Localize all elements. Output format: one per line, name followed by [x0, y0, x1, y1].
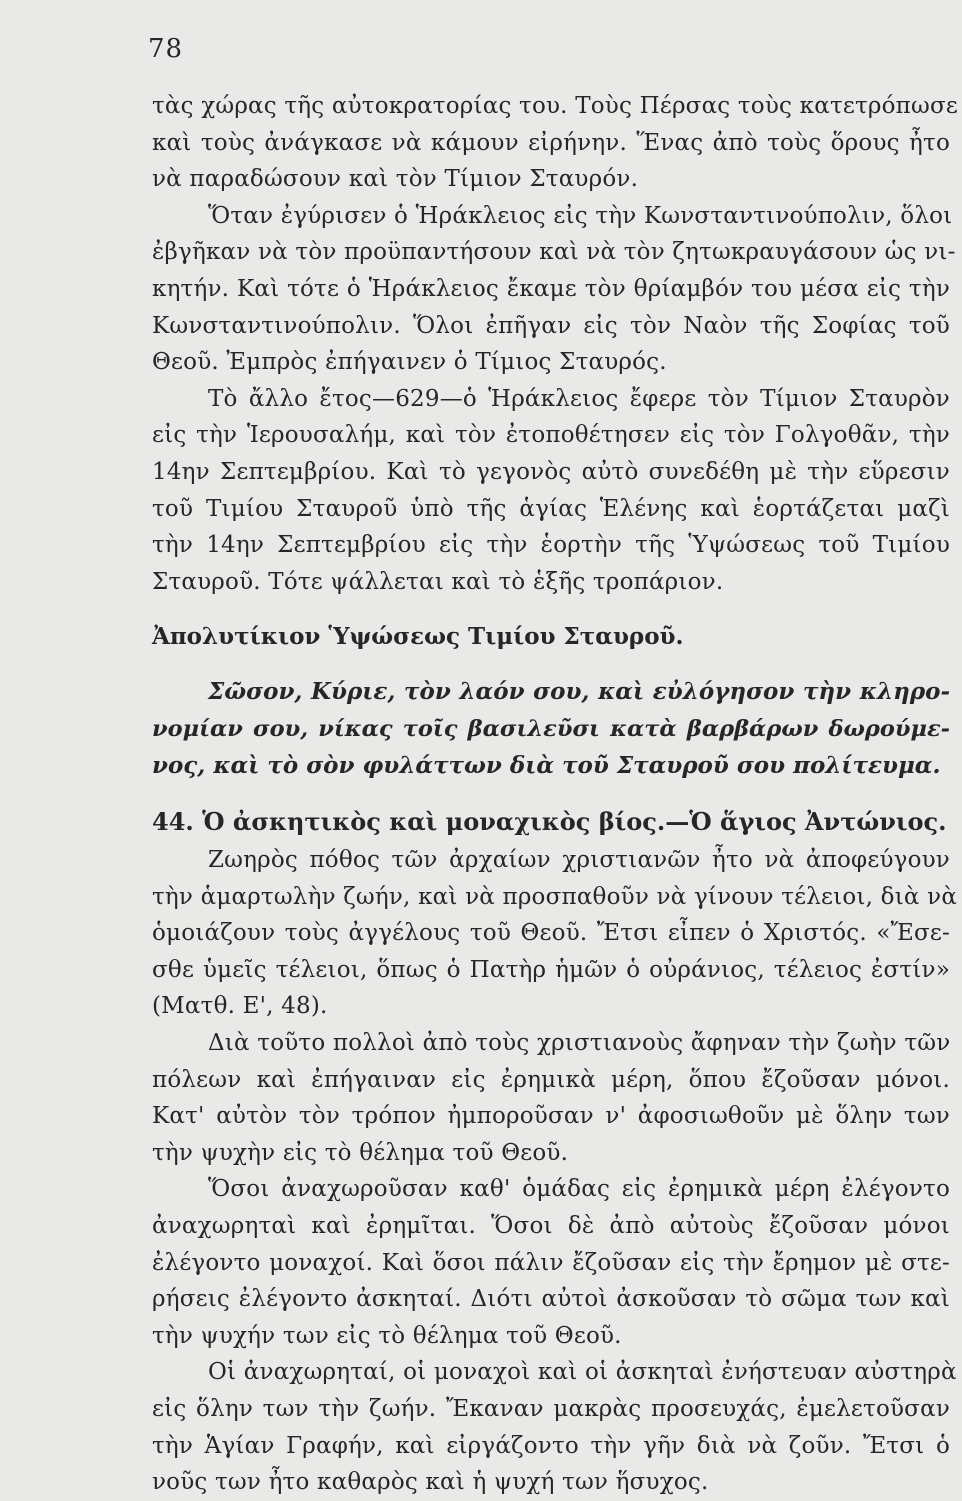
text-line: τὴν Ἁγίαν Γραφήν, καὶ εἰργάζοντο τὴν γῆν διὰ νὰ ζοῦν. Ἔτσι ὁ: [152, 1432, 950, 1459]
text-line: Ὅταν ἐγύρισεν ὁ Ἡράκλειος εἰς τὴν Κωνσταντινούπολιν, ὅλοι: [208, 202, 953, 229]
spacer: [152, 784, 950, 802]
text-line: τοῦ Τιμίου Σταυροῦ ὑπὸ τῆς ἁγίας Ἑλένης καὶ ἑορτάζεται μαζὶ: [152, 495, 950, 522]
hymn-line: νος, καὶ τὸ σὸν φυλάττων διὰ τοῦ Σταυροῦ σου πολίτευμα.: [152, 751, 941, 779]
page-number: 78: [148, 34, 184, 64]
section-title: 44. Ὁ ἀσκητικὸς καὶ μοναχικὸς βίος.—Ὁ ἅγιος Ἀντώνιος.: [152, 807, 947, 837]
text-line: εἰς τὴν Ἱερουσαλήμ, καὶ τὸν ἐτοποθέτησεν εἰς τὸν Γολγοθᾶν, τὴν: [152, 422, 950, 449]
text-line: νοῦς των ἦτο καθαρὸς καὶ ἡ ψυχή των ἥσυχος.: [152, 1469, 709, 1496]
text-line: εἰς ὅλην των τὴν ζωήν. Ἔκαναν μακρὰς προσευχάς, ἐμελετοῦσαν: [152, 1396, 950, 1422]
text-line: τὴν 14ην Σεπτεμβρίου εἰς τὴν ἑορτὴν τῆς Ὑψώσεως τοῦ Τιμίου: [152, 532, 950, 559]
text-line: Σταυροῦ. Τότε ψάλλεται καὶ τὸ ἑξῆς τροπάριον.: [152, 568, 724, 595]
text-line: ρήσεις ἐλέγοντο ἀσκηταί. Διότι αὐτοὶ ἀσκοῦσαν τὸ σῶμα των καὶ: [152, 1286, 950, 1313]
text-line: τὴν ἁμαρτωλὴν ζωήν, καὶ νὰ προσπαθοῦν νὰ γίνουν τέλειοι, διὰ νὰ: [152, 883, 958, 910]
text-line: ἐλέγοντο μοναχοί. Καὶ ὅσοι πάλιν ἔζοῦσαν εἰς τὴν ἔρημον μὲ στε-: [152, 1249, 950, 1276]
text-line: Ὅσοι ἀναχωροῦσαν καθ' ὁμάδας εἰς ἐρημικὰ μέρη ἐλέγοντο: [208, 1176, 950, 1203]
text-line: ὁμοιάζουν τοὺς ἀγγέλους τοῦ Θεοῦ. Ἔτσι εἶπεν ὁ Χριστός. «Ἔσε-: [152, 920, 950, 947]
text-line: σθε ὑμεῖς τέλειοι, ὅπως ὁ Πατὴρ ἡμῶν ὁ οὐράνιος, τέλειος ἐστίν»: [152, 956, 950, 983]
text-line: Οἱ ἀναχωρηταί, οἱ μοναχοὶ καὶ οἱ ἀσκηταὶ ἐνήστευαν αὐστηρὰ: [208, 1359, 957, 1386]
text-line: Κατ' αὐτὸν τὸν τρόπον ἠμποροῦσαν ν' ἀφοσιωθοῦν μὲ ὅλην των: [152, 1103, 950, 1130]
text-line: νὰ παραδώσουν καὶ τὸν Τίμιον Σταυρόν.: [152, 166, 639, 193]
text-line: Κωνσταντινούπολιν. Ὅλοι ἐπῆγαν εἰς τὸν Ναὸν τῆς Σοφίας τοῦ: [152, 312, 950, 339]
text-line: 14ην Σεπτεμβρίου. Καὶ τὸ γεγονὸς αὐτὸ συνεδέθη μὲ τὴν εὕρεσιν: [152, 458, 950, 485]
spacer: [152, 656, 950, 674]
text-line: κητήν. Καὶ τότε ὁ Ἡράκλειος ἔκαμε τὸν θρίαμβόν του μέσα εἰς τὴν: [152, 275, 950, 302]
text-line: τὰς χώρας τῆς αὐτοκρατορίας του. Τοὺς Πέρσας τοὺς κατετρόπωσε: [152, 93, 958, 119]
hymn-title: Ἀπολυτίκιον Ὑψώσεως Τιμίου Σταυροῦ.: [152, 623, 684, 651]
text-line: τὴν ψυχὴν εἰς τὸ θέλημα τοῦ Θεοῦ.: [152, 1139, 569, 1166]
text-line: Διὰ τοῦτο πολλοὶ ἀπὸ τοὺς χριστιανοὺς ἄφηναν τὴν ζωὴν τῶν: [208, 1030, 951, 1057]
text-line: (Ματθ. Ε', 48).: [152, 993, 328, 1020]
text-line: πόλεων καὶ ἐπήγαιναν εἰς ἐρημικὰ μέρη, ὅπου ἔζοῦσαν μόνοι.: [152, 1066, 950, 1093]
text-line: καὶ τοὺς ἀνάγκασε νὰ κάμουν εἰρήνην. Ἕνας ἀπὸ τοὺς ὅρους ἦτο: [152, 129, 950, 156]
text-line: ἐβγῆκαν νὰ τὸν προϋπαντήσουν καὶ νὰ τὸν ζητωκραυγάσουν ὡς νι-: [152, 239, 956, 266]
hymn-line: νομίαν σου, νίκας τοῖς βασιλεῦσι κατὰ βαρβάρων δωρούμε-: [152, 715, 950, 742]
text-line: Ζωηρὸς πόθος τῶν ἀρχαίων χριστιανῶν ἦτο νὰ ἀποφεύγουν: [208, 847, 950, 874]
text-line: ἀναχωρηταὶ καὶ ἐρημῖται. Ὅσοι δὲ ἀπὸ αὐτοὺς ἔζοῦσαν μόνοι: [152, 1213, 950, 1240]
text-line: Τὸ ἄλλο ἔτος—629—ὁ Ἡράκλειος ἔφερε τὸν Τίμιον Σταυρὸν: [208, 385, 950, 412]
text-line: Θεοῦ. Ἐμπρὸς ἐπήγαινεν ὁ Τίμιος Σταυρός.: [152, 349, 667, 376]
spacer: [152, 600, 950, 618]
page-text: [152, 88, 958, 1501]
text-line: τὴν ψυχήν των εἰς τὸ θέλημα τοῦ Θεοῦ.: [152, 1322, 622, 1349]
hymn-line: Σῶσον, Κύριε, τὸν λαόν σου, καὶ εὐλόγησον τὴν κληρο-: [208, 678, 950, 706]
